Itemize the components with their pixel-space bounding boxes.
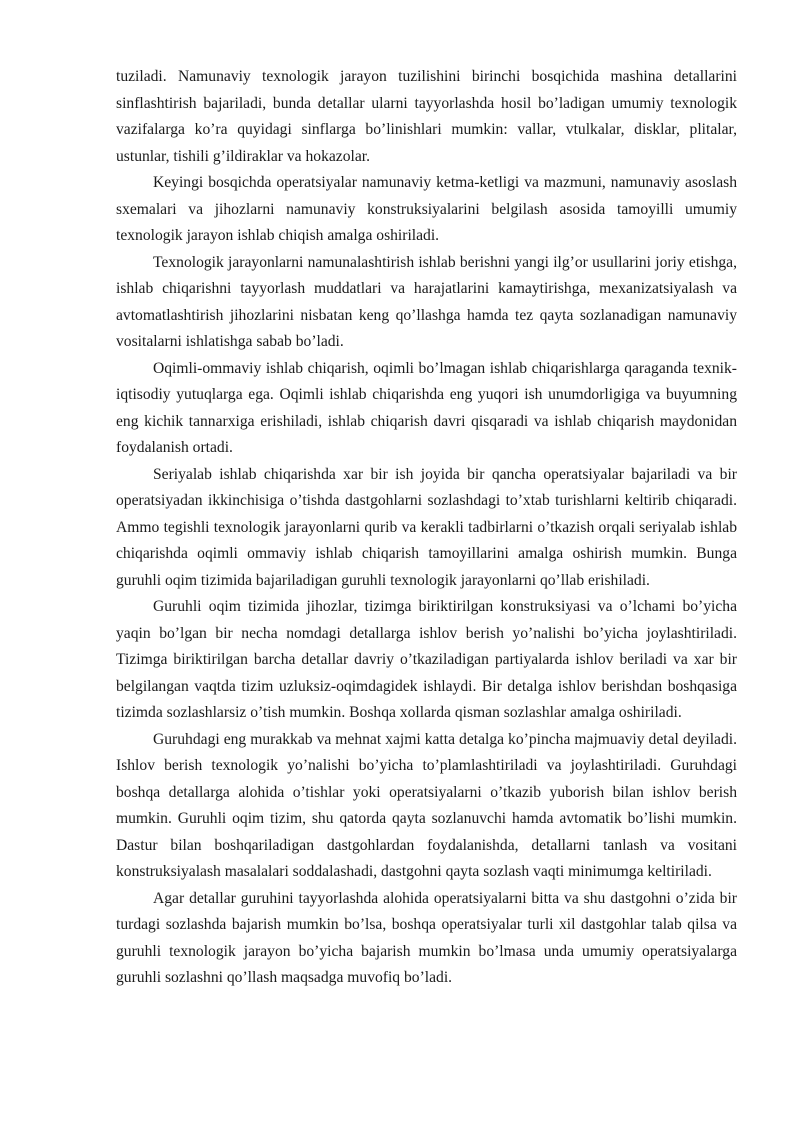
paragraph-6: Guruhli oqim tizimida jihozlar, tizimga biriktirilgan konstruksiyasi va o’lchami bo’yicha yaqin bo’lgan bir necha nomdagi detallarga ishlov berish yo’nalishi bo’yicha joylashtiriladi. Tizimga biriktirilgan barcha detallar davriy o’tkaziladigan partiyalarda ishlov beriladi va xar bir belgilangan vaqtda tizim uzluksiz-oqimdagidek ishlaydi. Bir detalga ishlov berishdan boshqasiga tizimda sozlashlarsiz o’tish mumkin. Boshqa xollarda qisman sozlashlar amalga oshiriladi. bbox=[116, 598, 737, 721]
paragraph-2: Keyingi bosqichda operatsiyalar namunaviy ketma-ketligi va mazmuni, namunaviy asoslash sxemalari va jihozlarni namunaviy konstruksiyalarini belgilash asosida tamoyilli umumiy texnologik jarayon ishlab chiqish amalga oshiriladi. bbox=[116, 174, 737, 244]
paragraph-3: Texnologik jarayonlarni namunalashtirish ishlab berishni yangi ilg’or usullarini joriy etishga, ishlab chiqarishni tayyorlash muddatlari va harajatlarini kamaytirishga, mexanizatsiyalash va avtomatlashtirish jihozlarini nisbatan keng qo’llashga hamda tez qayta sozlanadigan namunaviy vositalarni ishlatishga sabab bo’ladi. bbox=[116, 253, 737, 350]
document-body bbox=[116, 64, 737, 992]
paragraph-1: tuziladi. Namunaviy texnologik jarayon tuzilishini birinchi bosqichida mashina detallarini sinflashtirish bajariladi, bunda detallar ularni tayyorlashda hosil bo’ladigan umumiy texnologik vazifalarga ko’ra quyidagi sinflarga bo’linishlari mumkin: vallar, vtulkalar, disklar, plitalar, ustunlar, tishili g’ildiraklar va hokazolar. bbox=[116, 68, 737, 165]
paragraph-7: Guruhdagi eng murakkab va mehnat xajmi katta detalga ko’pincha majmuaviy detal deyiladi. Ishlov berish texnologik yo’nalishi bo’yicha to’plamlashtiriladi va joylashtiriladi. Guruhdagi boshqa detallarga alohida o’tishlar yoki operatsiyalarni o’tkazib yuborish bilan ishlov berish mumkin. Guruhli oqim tizim, shu qatorda qayta sozlanuvchi hamda avtomatik bo’lishi mumkin. Dastur bilan boshqariladigan dastgohlardan foydalanishda, detallarni tanlash va vositani konstruksiyalash masalalari soddalashadi, dastgohni qayta sozlash vaqti minimumga keltiriladi. bbox=[116, 730, 737, 880]
paragraph-5: Seriyalab ishlab chiqarishda xar bir ish joyida bir qancha operatsiyalar bajariladi va bir operatsiyadan ikkinchisiga o’tishda dastgohlarni sozlashdagi to’xtab turishlarni keltirib chiqaradi. Ammo tegishli texnologik jarayonlarni qurib va kerakli tadbirlarni o’tkazish orqali seriyalab ishlab chiqarishda oqimli ommaviy ishlab chiqarish tamoyillarini amalga oshirish mumkin. Bunga guruhli oqim tizimida bajariladigan guruhli texnologik jarayonlarni qo’llab erishiladi. bbox=[116, 465, 737, 589]
paragraph-4: Oqimli-ommaviy ishlab chiqarish, oqimli bo’lmagan ishlab chiqarishlarga qaraganda texnik-iqtisodiy yutuqlarga ega. Oqimli ishlab chiqarishda eng yuqori ish unumdorligiga va buyumning eng kichik tannarxiga erishiladi, ishlab chiqarish davri qisqaradi va ishlab chiqarish maydonidan foydalanish ortadi. bbox=[116, 359, 737, 456]
paragraph-8: Agar detallar guruhini tayyorlashda alohida operatsiyalarni bitta va shu dastgohni o’zida bir turdagi sozlashda bajarish mumkin bo’lsa, boshqa operatsiyalar turli xil dastgohlar talab qilsa va guruhli texnologik jarayon bo’yicha bajarish mumkin bo’lmasa unda umumiy operatsiyalarga guruhli sozlashni qo’llash maqsadga muvofiq bo’ladi. bbox=[116, 889, 737, 986]
